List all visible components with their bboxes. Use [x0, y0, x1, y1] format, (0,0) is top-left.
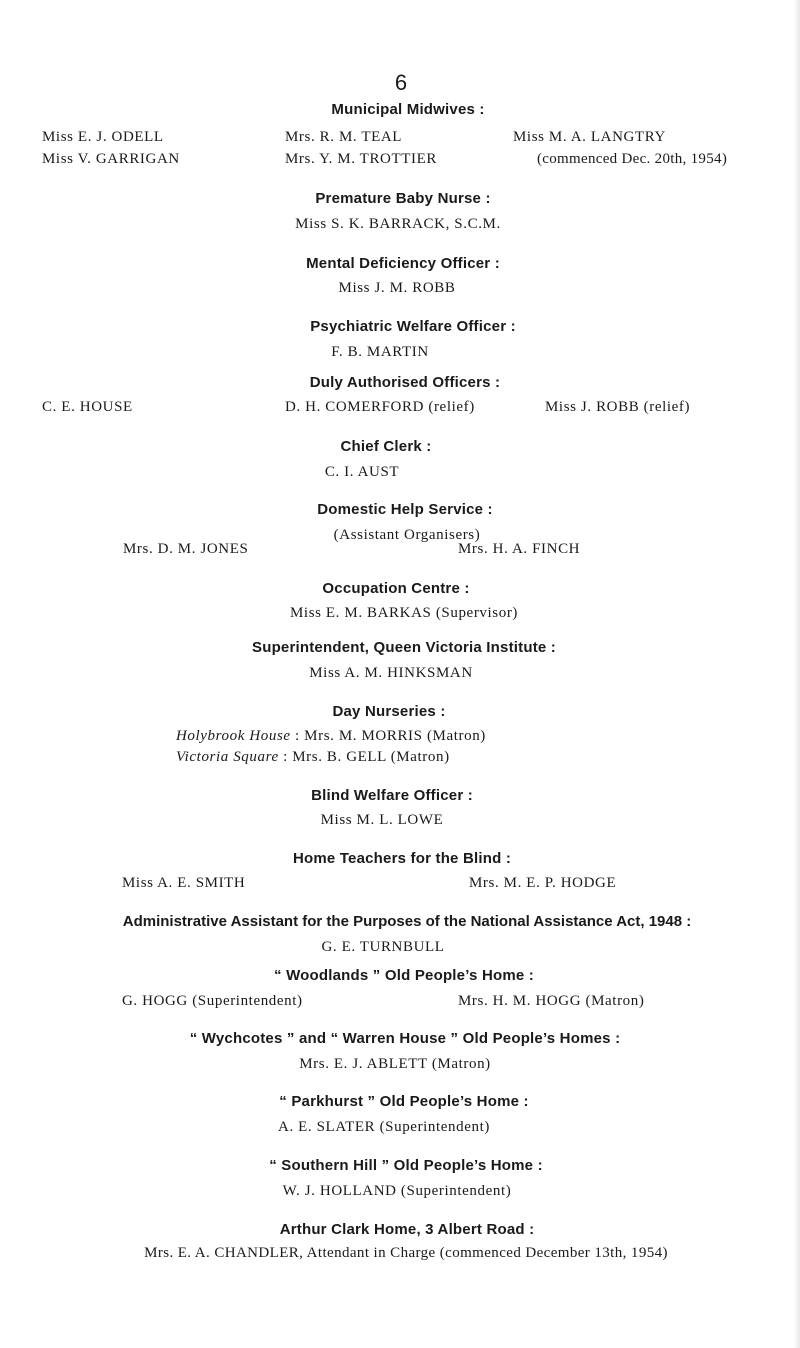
occupation-centre-name: Miss E. M. BARKAS (Supervisor): [289, 605, 519, 621]
section-heading-arthur-clark-home: Arthur Clark Home, 3 Albert Road :: [279, 1221, 535, 1238]
section-heading-home-teachers-blind: Home Teachers for the Blind :: [292, 850, 512, 867]
chief-clerk-name: C. I. AUST: [324, 464, 400, 480]
nursery-row: [176, 729, 486, 744]
section-heading-chief-clerk: Chief Clerk :: [340, 438, 432, 455]
section-heading-southern-hill: “ Southern Hill ” Old People’s Home :: [269, 1157, 543, 1174]
parkhurst-superintendent-name: A. E. SLATER (Superintendent): [278, 1119, 490, 1135]
home-teacher-name: Mrs. M. E. P. HODGE: [469, 875, 617, 891]
section-heading-occupation-centre: Occupation Centre :: [322, 580, 470, 597]
section-heading-municipal-midwives: Municipal Midwives :: [331, 101, 485, 118]
domestic-help-subheading: (Assistant Organisers): [333, 527, 481, 543]
section-heading-wychcotes-warren-house: “ Wychcotes ” and “ Warren House ” Old People’s Homes :: [189, 1030, 621, 1047]
nursery-place: Holybrook House: [176, 728, 291, 744]
authorised-officer-name: Miss J. ROBB (relief): [545, 399, 691, 415]
wychcotes-matron-name: Mrs. E. J. ABLETT (Matron): [299, 1056, 491, 1072]
midwife-name: Miss M. A. LANGTRY: [513, 129, 666, 145]
section-heading-domestic-help-service: Domestic Help Service :: [317, 501, 493, 518]
section-heading-day-nurseries: Day Nurseries :: [332, 703, 446, 720]
midwife-name: Miss V. GARRIGAN: [42, 151, 180, 167]
woodlands-staff-name: G. HOGG (Superintendent): [122, 993, 303, 1009]
nursery-place: Victoria Square: [176, 749, 279, 765]
nursery-matron: : Mrs. B. GELL (Matron): [283, 749, 450, 765]
nursery-row: [176, 750, 450, 765]
assistant-organiser-name: Mrs. H. A. FINCH: [458, 541, 581, 557]
midwife-name: Miss E. J. ODELL: [42, 129, 164, 145]
section-heading-duly-authorised-officers: Duly Authorised Officers :: [309, 374, 501, 391]
page-edge-shadow: [794, 0, 800, 1348]
home-teacher-name: Miss A. E. SMITH: [122, 875, 246, 891]
southern-hill-superintendent-name: W. J. HOLLAND (Superintendent): [282, 1183, 512, 1199]
section-heading-psychiatric-welfare-officer: Psychiatric Welfare Officer :: [310, 318, 516, 335]
administrative-assistant-name: G. E. TURNBULL: [321, 939, 445, 955]
midwife-name: Mrs. R. M. TEAL: [285, 129, 403, 145]
authorised-officer-name: C. E. HOUSE: [42, 399, 133, 415]
section-heading-woodlands: “ Woodlands ” Old People’s Home :: [274, 967, 534, 984]
premature-baby-nurse-name: Miss S. K. BARRACK, S.C.M.: [295, 216, 501, 232]
section-heading-blind-welfare-officer: Blind Welfare Officer :: [311, 787, 473, 804]
nursery-matron: : Mrs. M. MORRIS (Matron): [295, 728, 486, 744]
mental-deficiency-officer-name: Miss J. M. ROBB: [338, 280, 456, 296]
psychiatric-welfare-officer-name: F. B. MARTIN: [331, 344, 429, 360]
section-heading-premature-baby-nurse: Premature Baby Nurse :: [315, 190, 491, 207]
blind-welfare-officer-name: Miss M. L. LOWE: [320, 812, 444, 828]
section-heading-mental-deficiency-officer: Mental Deficiency Officer :: [306, 255, 500, 272]
midwife-name: Mrs. Y. M. TROTTIER: [285, 151, 437, 167]
page-number: 6: [394, 70, 408, 95]
section-heading-queen-victoria-institute: Superintendent, Queen Victoria Institute :: [252, 639, 556, 656]
section-heading-administrative-assistant: Administrative Assistant for the Purposes of the National Assistance Act, 1948 :: [122, 913, 692, 930]
authorised-officer-name: D. H. COMERFORD (relief): [285, 399, 475, 415]
woodlands-staff-name: Mrs. H. M. HOGG (Matron): [458, 993, 645, 1009]
section-heading-parkhurst: “ Parkhurst ” Old People’s Home :: [279, 1093, 529, 1110]
queen-victoria-institute-name: Miss A. M. HINKSMAN: [309, 665, 473, 681]
arthur-clark-attendant-name: Mrs. E. A. CHANDLER, Attendant in Charge (commenced December 13th, 1954): [144, 1245, 668, 1261]
midwife-note: (commenced Dec. 20th, 1954): [537, 151, 728, 167]
assistant-organiser-name: Mrs. D. M. JONES: [123, 541, 249, 557]
